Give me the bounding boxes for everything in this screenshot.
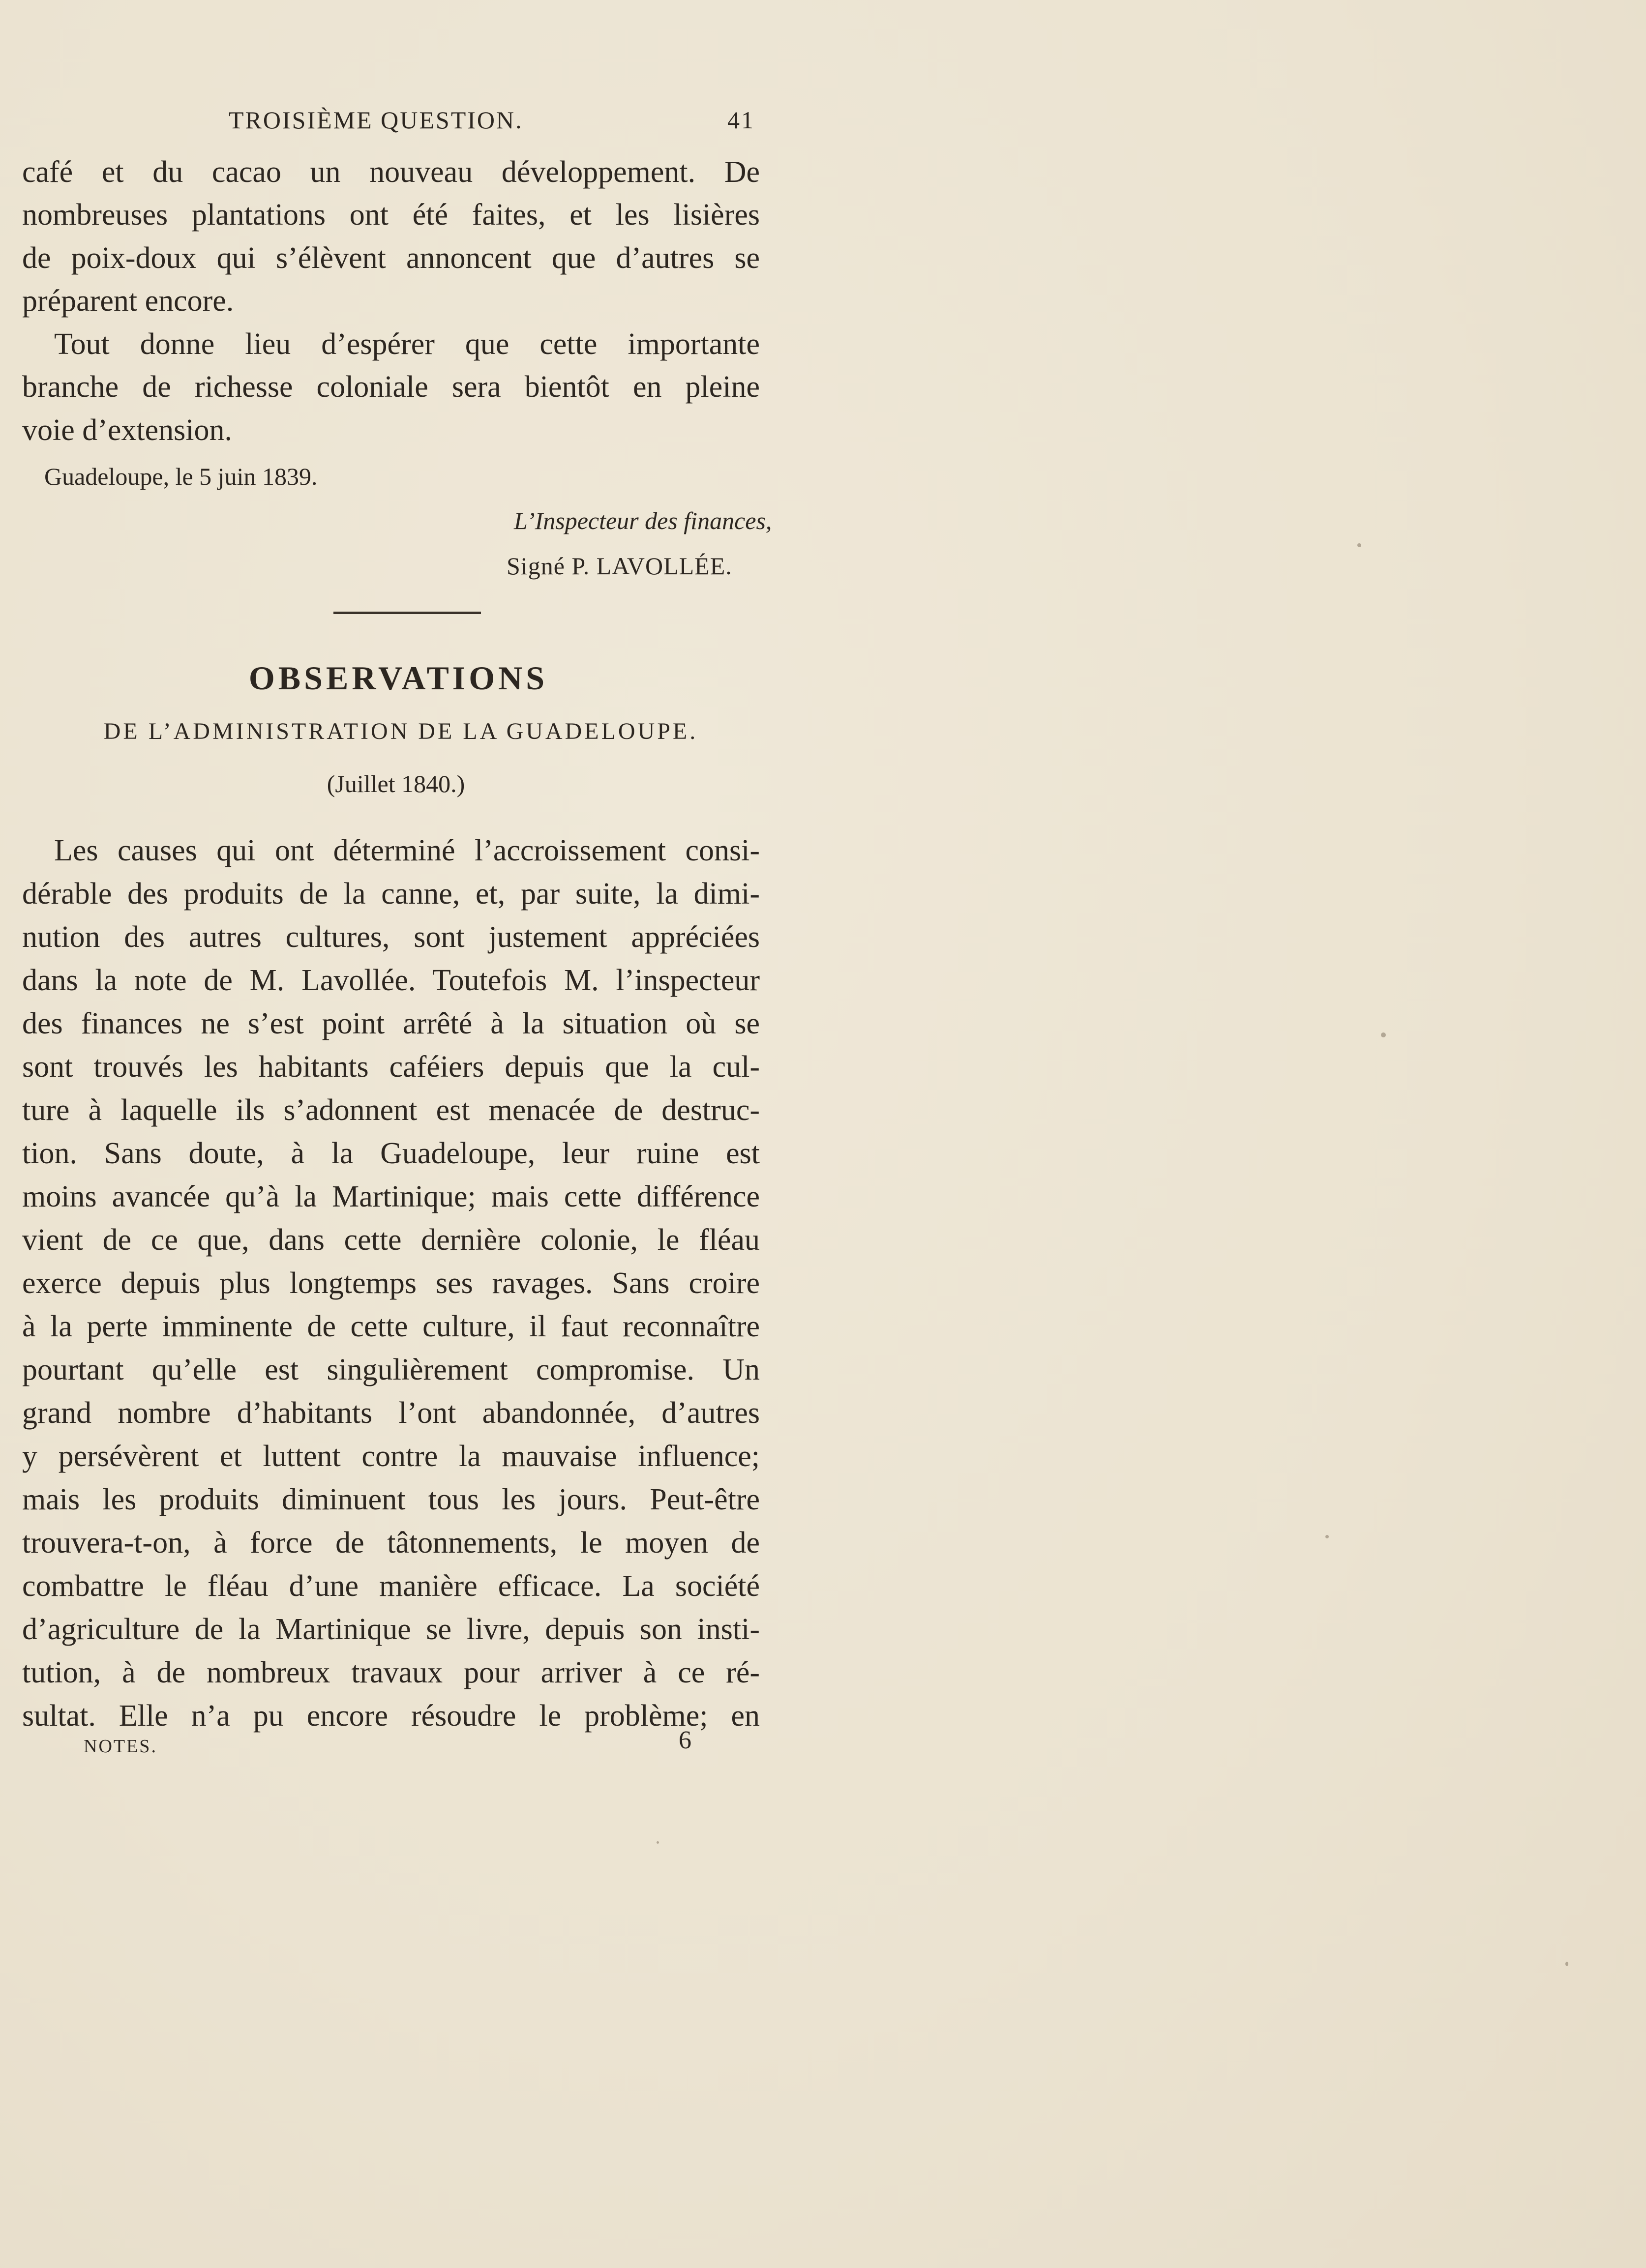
body-line: mais les produits diminuent tous les jours. Peut-être	[22, 1483, 760, 1516]
body-line: dérable des produits de la canne, et, par suite, la dimi-	[22, 877, 760, 911]
body-line: y persévèrent et luttent contre la mauvaise influence;	[22, 1440, 760, 1473]
sheet-number: 6	[679, 1726, 691, 1754]
text-line: café et du cacao un nouveau développement. De	[22, 155, 760, 189]
paper-speck	[657, 1841, 659, 1844]
section-title: OBSERVATIONS	[248, 659, 548, 697]
signatory-title: L’Inspecteur des finances,	[514, 507, 772, 534]
body-line: Les causes qui ont déterminé l’accroissement consi-	[54, 834, 760, 867]
body-line: grand nombre d’habitants l’ont abandonnée, d’autres	[22, 1396, 760, 1430]
text-line: voie d’extension.	[22, 413, 233, 447]
running-title: TROISIÈME QUESTION.	[229, 106, 523, 134]
text-line: préparent encore.	[22, 284, 234, 318]
date-line: Guadeloupe, le 5 juin 1839.	[44, 463, 318, 490]
body-line: tion. Sans doute, à la Guadeloupe, leur ruine est	[22, 1137, 760, 1170]
section-subtitle: DE L’ADMINISTRATION DE LA GUADELOUPE.	[103, 718, 698, 744]
running-head	[22, 106, 760, 140]
body-line: sont trouvés les habitants caféiers depuis que la cul-	[22, 1050, 760, 1084]
body-line: d’agriculture de la Martinique se livre, depuis son insti-	[22, 1613, 760, 1646]
text-line: de poix-doux qui s’élèvent annoncent que d’autres se	[22, 241, 760, 275]
body-line: ture à laquelle ils s’adonnent est menacée de destruc-	[22, 1093, 760, 1127]
signatory-name: Signé P. LAVOLLÉE.	[507, 552, 732, 580]
body-line: des finances ne s’est point arrêté à la situation où se	[22, 1007, 760, 1040]
body-line: combattre le fléau d’une manière efficace. La société	[22, 1569, 760, 1603]
section-rule	[333, 612, 481, 614]
body-line: sultat. Elle n’a pu encore résoudre le problème; en	[22, 1699, 760, 1733]
body-line: dans la note de M. Lavollée. Toutefois M. l’inspecteur	[22, 964, 760, 997]
body-line: pourtant qu’elle est singulièrement compromise. Un	[22, 1353, 760, 1386]
page-number: 41	[727, 106, 755, 134]
body-line: tution, à de nombreux travaux pour arriver à ce ré-	[22, 1656, 760, 1689]
body-line: nution des autres cultures, sont justement appréciées	[22, 920, 760, 954]
body-line: exerce depuis plus longtemps ses ravages. Sans croire	[22, 1267, 760, 1300]
section-date: (Juillet 1840.)	[327, 770, 465, 797]
text-line: Tout donne lieu d’espérer que cette importante	[54, 327, 760, 361]
text-line: nombreuses plantations ont été faites, et les lisières	[22, 198, 760, 232]
paper-speck	[1381, 1032, 1386, 1037]
signature-mark: NOTES.	[84, 1736, 157, 1757]
body-line: vient de ce que, dans cette dernière colonie, le fléau	[22, 1223, 760, 1257]
paper-speck	[1325, 1535, 1329, 1538]
body-line: trouvera-t-on, à force de tâtonnements, le moyen de	[22, 1526, 760, 1560]
paper-speck	[1565, 1962, 1568, 1966]
paper-speck	[1357, 543, 1361, 547]
text-line: branche de richesse coloniale sera bientôt en pleine	[22, 370, 760, 404]
body-line: moins avancée qu’à la Martinique; mais cette différence	[22, 1180, 760, 1213]
body-line: à la perte imminente de cette culture, il faut reconnaître	[22, 1310, 760, 1343]
